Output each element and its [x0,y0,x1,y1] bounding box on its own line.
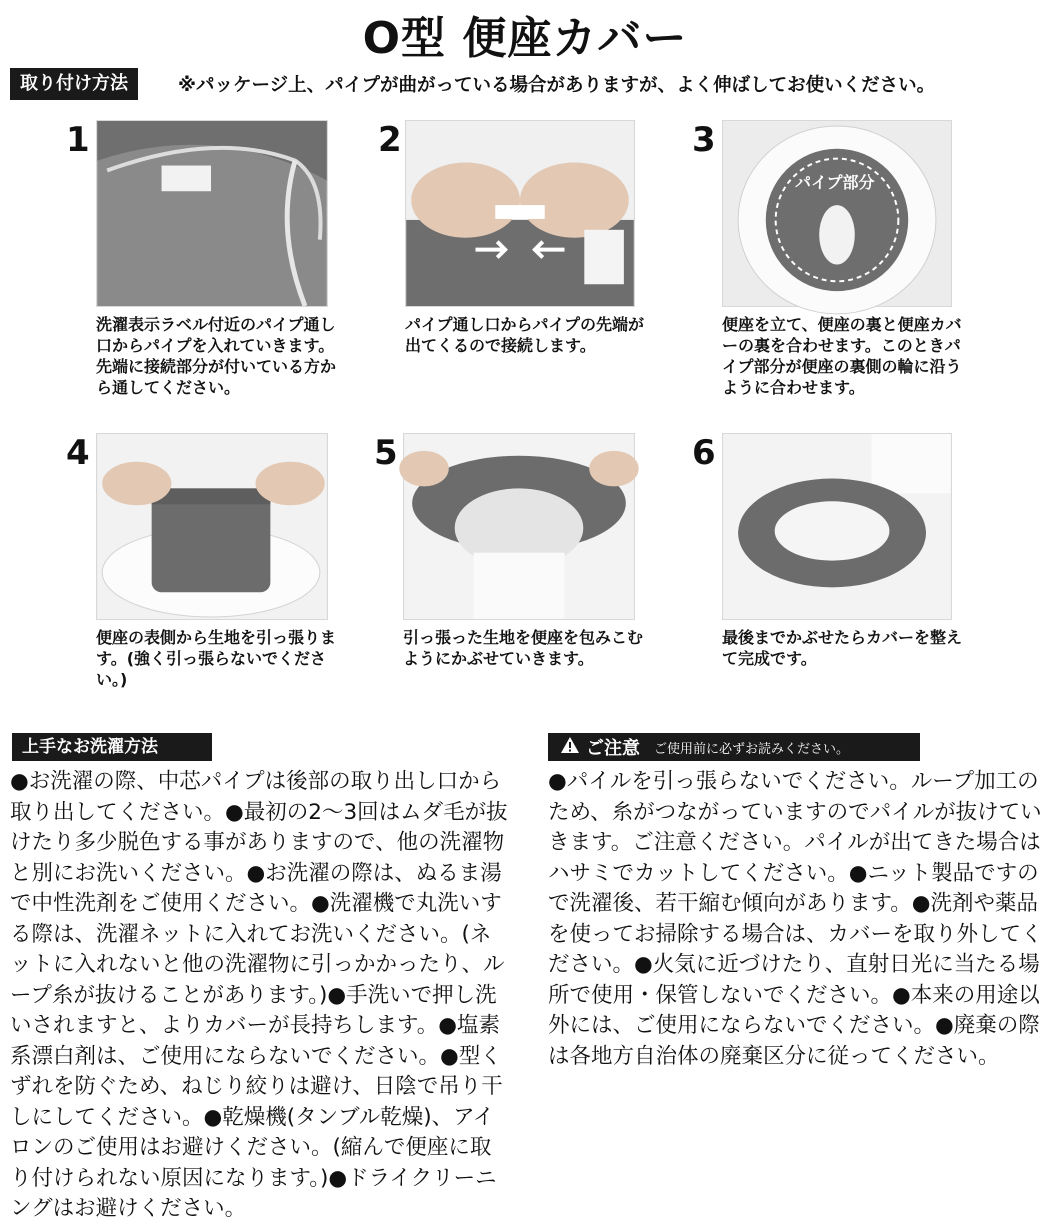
step-caption: 洗濯表示ラベル付近のパイプ通し口からパイプを入れていきます。先端に接続部分が付いている方から通してください。 [96,315,337,397]
step-number: 4 [66,433,90,473]
step-photo-4 [96,433,328,620]
pipe-part-label: パイプ部分 [795,173,875,192]
step-photo-6 [722,433,952,620]
step-photo-2 [405,120,635,307]
step-photo-5 [403,433,635,620]
step-number: 2 [378,120,402,160]
caution-header [548,733,920,761]
caution-subtitle: ご使用前に必ずお読みください。 [654,741,850,757]
washing-instructions: ●お洗濯の際、中芯パイプは後部の取り出し口から取り出してください。●最初の2～3回はムダ毛が抜けたり多少脱色する事がありますので、他の洗濯物と別にお洗いください。●お洗濯の際は、ぬるま湯で中性洗剤をご使用ください。●洗濯機で丸洗いする際は、洗濯ネットに入れてお洗いください。(ネットに入れないと他の洗濯物に引っかかったり、ループ糸が抜けることがあります。)●手洗いで押し洗いされますと、よりカバーが長持ちします。●塩素系漂白剤は、ご使用にならないでください。●型くずれを防ぐため、ねじり絞りは避け、日陰で吊り干しにしてください。●乾燥機(タンブル乾燥)、アイロンのご使用はお避けください。(縮んで便座に取り付けられない原因になります。)●ドライクリーニングはお避けください。 [10,769,508,1221]
caution-title: ご注意 [586,738,640,759]
washing-method-label: 上手なお洗濯方法 [12,733,212,761]
step-photo-3 [722,120,952,307]
warning-triangle-icon [560,736,580,758]
install-method-label: 取り付け方法 [10,68,138,100]
step-number: 3 [692,120,716,160]
step-caption: パイプ通し口からパイプの先端が出てくるので接続します。 [405,315,645,355]
step-photo-1 [96,120,328,307]
caution-text: ●パイルを引っ張らないでください。ループ加工のため、糸がつながっていますのでパイルが抜けていきます。ご注意ください。パイルが出てきた場合はハサミでカットしてください。●ニット製品ですので洗濯後、若干縮む傾向があります。●洗剤や薬品を使ってお掃除する場合は、カバーを取り外してください。●火気に近づけたり、直射日光に当たる場所で使用・保管しないでください。●本来の用途以外には、ご使用にならないでください。●廃棄の際は各地方自治体の廃棄区分に従ってください。 [548,769,1043,1069]
step-number: 6 [692,433,716,473]
step-number: 1 [66,120,90,160]
step-caption: 最後までかぶせたらカバーを整えて完成です。 [722,628,963,668]
page-title: O型 便座カバー [362,13,688,64]
package-note: ※パッケージ上、パイプが曲がっている場合がありますが、よく伸ばしてお使いください。 [178,75,936,96]
step-number: 5 [374,433,398,473]
step-caption: 便座の表側から生地を引っ張ります。(強く引っ張らないでください。) [96,628,337,689]
step-caption: 便座を立て、便座の裏と便座カバーの裏を合わせます。このときパイプ部分が便座の裏側の輪に沿うように合わせます。 [722,315,962,397]
step-caption: 引っ張った生地を便座を包みこむようにかぶせていきます。 [403,628,644,668]
